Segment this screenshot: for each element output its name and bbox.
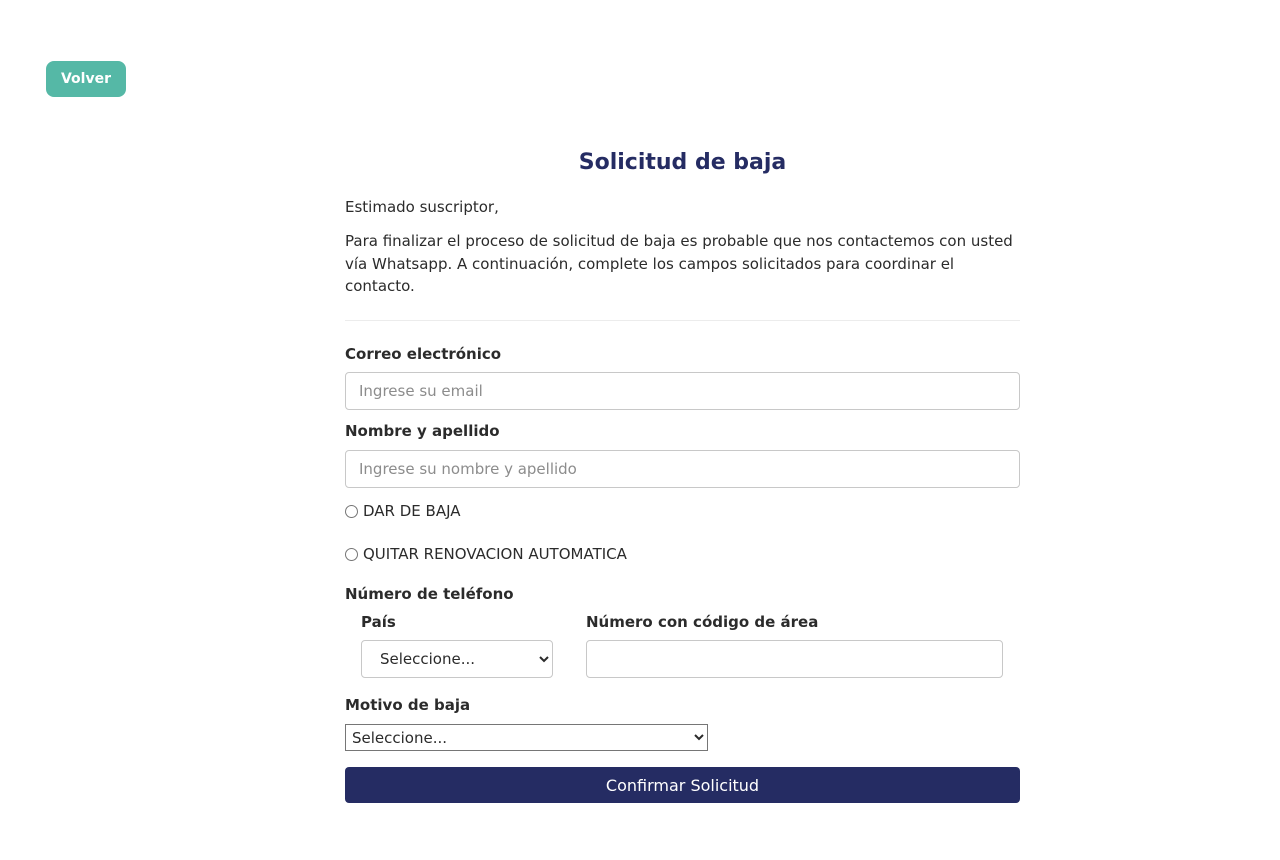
remove-auto-renewal-radio[interactable] xyxy=(345,548,358,561)
phone-number-field[interactable] xyxy=(586,640,1003,678)
option-remove-auto-renewal[interactable] xyxy=(345,545,627,563)
unsubscribe-radio[interactable] xyxy=(345,505,358,518)
area-code-number-label: Número con código de área xyxy=(586,613,819,631)
country-label: País xyxy=(361,613,396,631)
section-divider xyxy=(345,320,1020,321)
reason-label: Motivo de baja xyxy=(345,696,471,714)
name-label: Nombre y apellido xyxy=(345,422,500,440)
email-field[interactable] xyxy=(345,372,1020,410)
back-button[interactable]: Volver xyxy=(46,61,126,97)
name-field[interactable] xyxy=(345,450,1020,488)
page-title: Solicitud de baja xyxy=(578,150,787,175)
option-unsubscribe[interactable] xyxy=(345,502,461,520)
remove-auto-renewal-radio-label: QUITAR RENOVACION AUTOMATICA xyxy=(363,545,627,563)
email-label: Correo electrónico xyxy=(345,345,502,363)
country-select[interactable] xyxy=(361,640,553,678)
reason-select[interactable] xyxy=(345,724,708,751)
greeting-text: Estimado suscriptor, xyxy=(345,198,499,216)
phone-label: Número de teléfono xyxy=(345,585,514,603)
confirm-request-button[interactable]: Confirmar Solicitud xyxy=(345,767,1020,803)
unsubscribe-radio-label: DAR DE BAJA xyxy=(363,502,461,520)
intro-text: Para finalizar el proceso de solicitud de baja es probable que nos contactemos con usted vía Whatsapp. A continuación, complete los campos solicitados para coordinar el contacto. xyxy=(345,232,1013,295)
